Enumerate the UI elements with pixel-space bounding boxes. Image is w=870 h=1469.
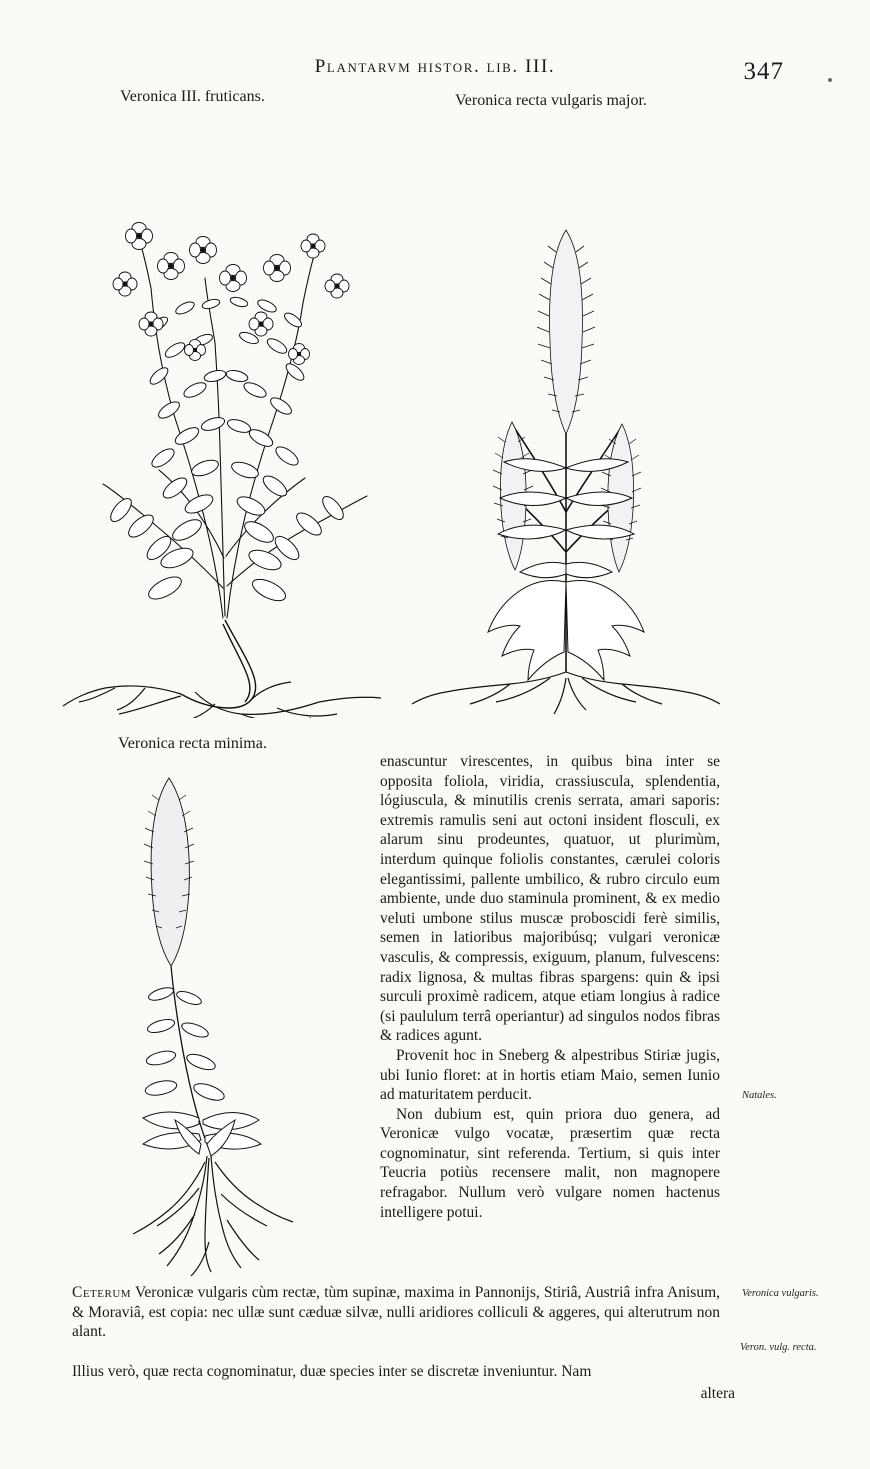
marginal-gloss-natales: Natales. xyxy=(742,1090,777,1101)
body-paragraph-1: enascuntur virescentes, in quibus bina inter se opposita foliola, viridia, crassiuscula, splendentia, lógiuscula, & minutilis crenis serrata, amari saporis: extremis ramulis seni aut octoni insident flosculi, ex alarum sinu prodeuntes, quatuor, ut plurimùm, interdum quinque foliolis constantes, cærulei coloris elegantissimi, pallente umbilico, & rubro circulo eum ambiente, unde duo staminula prominent, & ex medio veluti umbone stilus muscæ proboscidi ferè similis, semen in latioribus majoribúsq; vulgari veronicæ vasculis, & compressis, exiguum, planum, fulvescens: radix lignosa, & multas fibras spargens: quin & ipsi surculi proximè radicem, atque etiam longius à radice (si paululum terrâ operiantur) ad singulos nodos fibras & radices agunt. xyxy=(380,753,720,1045)
figure-caption-right: Veronica recta vulgaris major. xyxy=(455,92,647,109)
paragraph-text: Illius verò, quæ recta cognominatur, duæ species inter se discretæ inveniuntur. Nam xyxy=(72,1363,592,1380)
page-number: 347 xyxy=(743,58,784,85)
body-paragraph-2: Provenit hoc in Sneberg & alpestribus Stiriæ jugis, ubi Iunio floret: at in hortis etiam Maio, semen Iunio ad maturitatem perducit. xyxy=(380,1046,720,1104)
woodcut-veronica-recta-vulgaris-major xyxy=(400,112,730,722)
woodcut-veronica-recta-minima xyxy=(95,758,365,1278)
woodcut-veronica-fruticans xyxy=(55,118,395,718)
paragraph-text: Veronicæ vulgaris cùm rectæ, tùm supinæ, maxima in Pannonijs, Stiriâ, Austriâ infra Anisum, & Moraviâ, est copia: nec ullæ sunt cæduæ silvæ, nulli aridiores colliculi & aggeres, qui alterutrum non alant. xyxy=(72,1284,720,1341)
running-head: Plantarvm histor. lib. III. xyxy=(314,56,556,77)
corner-ink-dot xyxy=(828,78,832,82)
body-paragraph-3: Non dubium est, quin priora duo genera, ad Veronicæ vulgo vocatæ, præsertim quæ recta cognominatur, sint referenda. Tertium, si quis inter Teucria potiùs recensere malit, non magnopere refragabor. Nullum verò vulgare nomen hactenus intelligere potui. xyxy=(380,1105,720,1221)
catchword: altera xyxy=(700,1385,735,1402)
marginal-gloss-vulgaris-recta: Veron. vulg. recta. xyxy=(740,1342,817,1353)
marginal-gloss-vulgaris: Veronica vulgaris. xyxy=(742,1288,819,1299)
figure-caption-left: Veronica III. fruticans. xyxy=(120,88,265,105)
figure-caption-bottom: Veronica recta minima. xyxy=(118,735,267,752)
paragraph-opening-smallcaps: Ceterum xyxy=(72,1284,132,1301)
bottom-paragraph-ceterum xyxy=(72,1283,720,1342)
body-text-column xyxy=(380,752,720,1222)
bottom-paragraph-illius xyxy=(72,1362,720,1382)
